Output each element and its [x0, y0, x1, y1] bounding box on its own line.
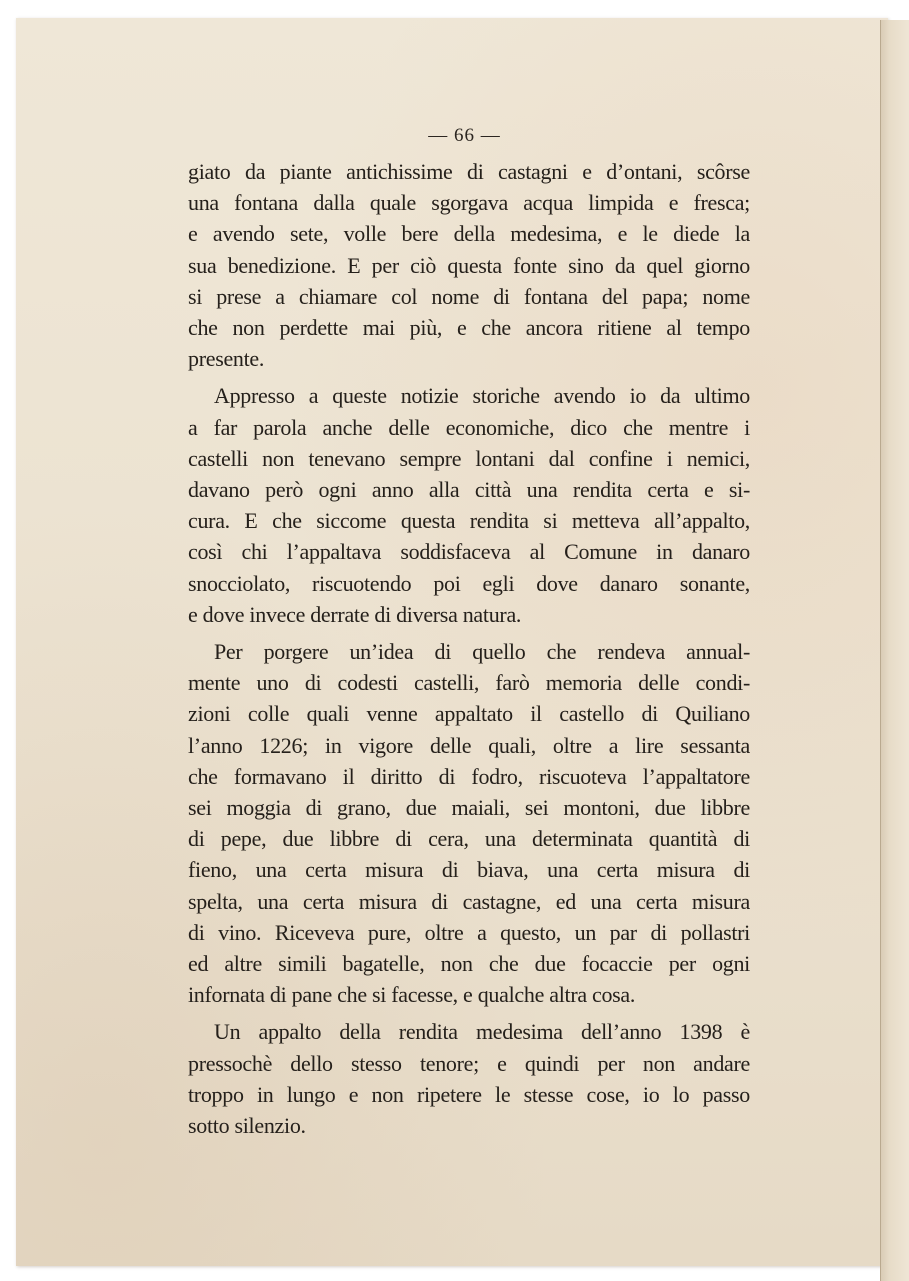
text-line: zioni colle quali venne appaltato il castello di Quiliano — [188, 701, 750, 727]
text-line: che formavano il diritto di fodro, riscuoteva l’appaltatore — [188, 763, 750, 789]
text-line: così chi l’appaltava soddisfaceva al Comune in danaro — [188, 539, 750, 565]
page-number: — 66 — — [428, 125, 501, 146]
text-line: cura. E che siccome questa rendita si metteva all’appalto, — [188, 508, 750, 534]
text-line: sei moggia di grano, due maiali, sei montoni, due libbre — [188, 795, 750, 821]
text-line: di pepe, due libbre di cera, una determinata quantità di — [188, 826, 750, 852]
text-line: Appresso a queste notizie storiche avendo io da ultimo — [214, 383, 750, 409]
text-line: ed altre simili bagatelle, non che due focaccie per ogni — [188, 951, 750, 977]
text-line: si prese a chiamare col nome di fontana del papa; nome — [188, 283, 750, 309]
text-line: presente. — [188, 346, 265, 372]
text-line: infornata di pane che si facesse, e qualche altra cosa. — [188, 982, 636, 1008]
text-line: e avendo sete, volle bere della medesima, e le diede la — [188, 221, 750, 247]
paragraph — [188, 636, 750, 1010]
text-line: una fontana dalla quale sgorgava acqua limpida e fresca; — [188, 190, 750, 216]
text-line: che non perdette mai più, e che ancora ritiene al tempo — [188, 315, 750, 341]
text-line: e dove invece derrate di diversa natura. — [188, 601, 522, 627]
text-line: di vino. Riceveva pure, oltre a questo, un par di pollastri — [188, 919, 750, 945]
next-page-edge — [880, 20, 909, 1281]
text-line: giato da piante antichissime di castagni e d’ontani, scôrse — [188, 159, 750, 184]
text-line: Un appalto della rendita medesima dell’anno 1398 è — [214, 1019, 750, 1045]
text-line: sotto silenzio. — [188, 1113, 306, 1139]
paragraph — [188, 380, 750, 630]
text-line: castelli non tenevano sempre lontani dal confine i nemici, — [188, 445, 750, 471]
text-line: Per porgere un’idea di quello che rendeva annual- — [214, 639, 750, 665]
paragraph — [188, 156, 750, 374]
text-line: fieno, una certa misura di biava, una certa misura di — [188, 857, 750, 883]
text-line: l’anno 1226; in vigore delle quali, oltre a lire sessanta — [188, 732, 750, 758]
text-line: mente uno di codesti castelli, farò memoria delle condi- — [188, 670, 750, 696]
text-line: davano però ogni anno alla città una rendita certa e si- — [188, 477, 750, 503]
text-line: sua benedizione. E per ciò questa fonte sino da quel giorno — [188, 252, 750, 278]
paragraph — [188, 1016, 750, 1141]
text-line: snocciolato, riscuotendo poi egli dove danaro sonante, — [188, 570, 750, 596]
text-line: a far parola anche delle economiche, dico che mentre i — [188, 414, 750, 440]
body-text — [188, 156, 750, 1147]
text-line: pressochè dello stesso tenore; e quindi per non andare — [188, 1050, 750, 1076]
text-line: troppo in lungo e non ripetere le stesse cose, io lo passo — [188, 1081, 750, 1107]
text-line: spelta, una certa misura di castagne, ed una certa misura — [188, 888, 750, 914]
